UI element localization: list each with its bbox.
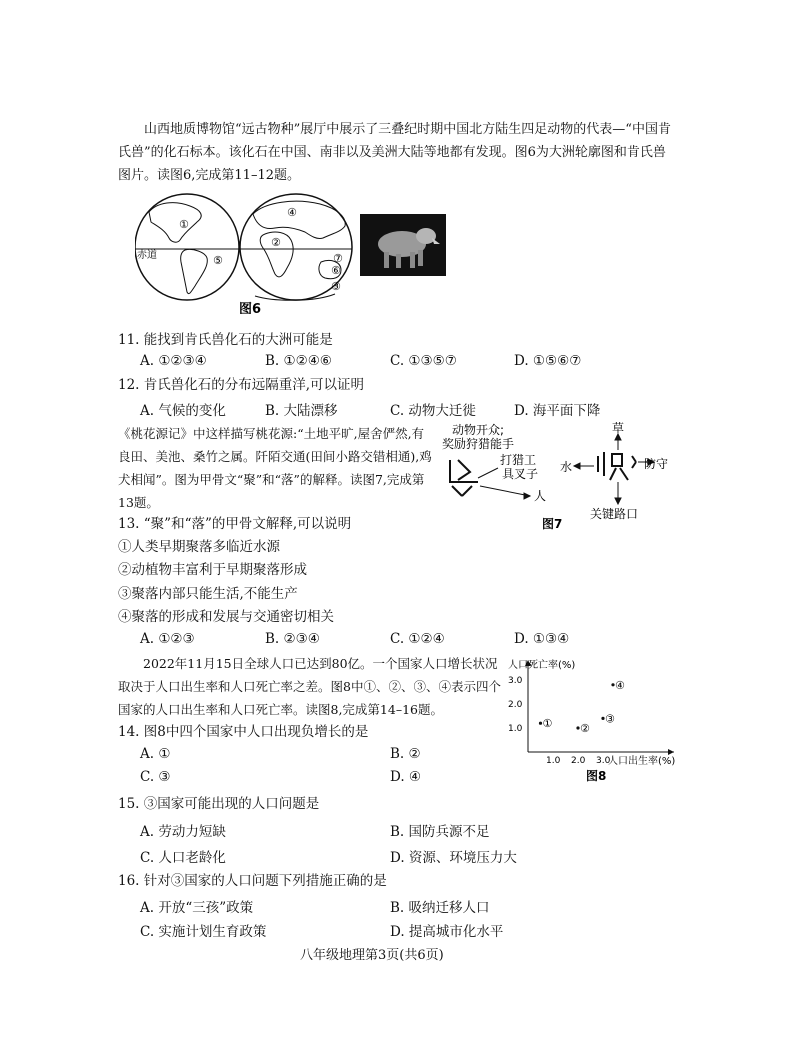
equator-label: 赤道 bbox=[137, 250, 157, 261]
kannemeyeriid-photo bbox=[360, 214, 446, 276]
map-mark-3: ③ bbox=[331, 280, 341, 293]
oracle-ju-glyph bbox=[450, 460, 478, 496]
q16-option-c[interactable]: C. 实施计划生育政策 bbox=[140, 924, 267, 940]
oracle-luo-glyph bbox=[598, 452, 636, 480]
y-tick-label: 1.0 bbox=[508, 724, 523, 734]
q11-option-a[interactable]: A. ①②③④ bbox=[140, 353, 207, 369]
fig7-ju-right: 打猎工 bbox=[500, 453, 537, 467]
q11-option-d[interactable]: D. ①⑤⑥⑦ bbox=[514, 353, 582, 369]
question-13-stem: 13. “聚”和“落”的甲骨文解释,可以说明 bbox=[118, 516, 352, 532]
q11-option-b[interactable]: B. ①②④⑥ bbox=[265, 353, 332, 369]
intro-paragraph-2: 《桃花源记》中这样描写桃花源:“土地平旷,屋舍俨然,有良田、美池、桑竹之属。阡陌交通(田间小路交错相通),鸡犬相闻”。图为甲骨文“聚”和“落”的解释。读图7,完成第13题。 bbox=[118, 426, 432, 510]
x-tick-label: 3.0 bbox=[596, 756, 611, 766]
x-axis-label: 人口出生率(%) bbox=[608, 756, 676, 767]
q12-option-d[interactable]: D. 海平面下降 bbox=[514, 403, 601, 419]
q11-option-c[interactable]: C. ①③⑤⑦ bbox=[390, 353, 457, 369]
question-14-stem: 14. 图8中四个国家中人口出现负增长的是 bbox=[118, 724, 369, 740]
q16-option-a[interactable]: A. 开放“三孩”政策 bbox=[140, 900, 254, 916]
figure-6-label: 图6 bbox=[239, 302, 262, 314]
q16-option-b[interactable]: B. 吸纳迁移人口 bbox=[390, 900, 490, 916]
q13-option-b[interactable]: B. ②③④ bbox=[265, 631, 320, 647]
q16-option-d[interactable]: D. 提高城市化水平 bbox=[390, 924, 504, 940]
intro-paragraph-1: 山西地质博物馆“远古物种”展厅中展示了三叠纪时期中国北方陆生四足动物的代表—“中国肯氏兽”的化石标本。该化石在中国、南非以及美洲大陆等地都有发现。图6为大洲轮廓图和肯氏兽图片。读图6,完成第11–12题。 bbox=[118, 122, 671, 183]
map-mark-7: ⑦ bbox=[333, 252, 343, 265]
q12-option-c[interactable]: C. 动物大迁徙 bbox=[390, 403, 476, 419]
figure-8-chart bbox=[506, 654, 684, 788]
data-point-label: ① bbox=[542, 717, 553, 731]
q15-option-c[interactable]: C. 人口老龄化 bbox=[140, 850, 226, 866]
figure-8-label: 图8 bbox=[586, 769, 607, 783]
map-mark-2: ② bbox=[271, 236, 281, 249]
q13-statement-2: ②动植物丰富利于早期聚落形成 bbox=[118, 562, 307, 578]
figure-7-label: 图7 bbox=[542, 517, 563, 531]
map-mark-1: ① bbox=[179, 218, 189, 231]
y-tick-label: 2.0 bbox=[508, 700, 523, 710]
fig7-luo-top: 草 bbox=[612, 422, 625, 435]
fig7-luo-bottom: 关键路口 bbox=[590, 507, 639, 521]
x-tick-label: 1.0 bbox=[546, 756, 561, 766]
scatter-chart bbox=[506, 654, 684, 788]
q13-option-d[interactable]: D. ①③④ bbox=[514, 631, 570, 647]
page-footer: 八年级地理第3页(共6页) bbox=[300, 948, 444, 963]
data-point-label: ④ bbox=[615, 678, 625, 692]
q15-option-a[interactable]: A. 劳动力短缺 bbox=[140, 824, 226, 840]
fig7-luo-right: 防守 bbox=[644, 457, 669, 471]
q14-option-c[interactable]: C. ③ bbox=[140, 769, 171, 785]
map-mark-6: ⑥ bbox=[331, 264, 341, 277]
question-11-stem: 11. 能找到肯氏兽化石的大洲可能是 bbox=[118, 332, 333, 348]
q13-option-c[interactable]: C. ①②④ bbox=[390, 631, 445, 647]
question-16-stem: 16. 针对③国家的人口问题下列措施正确的是 bbox=[118, 873, 387, 889]
q12-option-a[interactable]: A. 气候的变化 bbox=[140, 403, 226, 419]
figure-7 bbox=[440, 422, 680, 532]
q14-option-d[interactable]: D. ④ bbox=[390, 769, 422, 785]
fig7-ju-right2: 具叉子 bbox=[502, 467, 539, 481]
fig7-ju-top2: 奖励狩猎能手 bbox=[442, 437, 515, 451]
q15-option-d[interactable]: D. 资源、环境压力大 bbox=[390, 850, 517, 866]
fig7-ju-bottom: 人 bbox=[534, 489, 547, 503]
map-mark-5: ⑤ bbox=[213, 254, 223, 267]
q13-statement-3: ③聚落内部只能生活,不能生产 bbox=[118, 586, 298, 602]
fig7-luo-left: 水 bbox=[560, 460, 573, 474]
question-15-stem: 15. ③国家可能出现的人口问题是 bbox=[118, 796, 320, 812]
q14-option-b[interactable]: B. ② bbox=[390, 746, 421, 762]
q14-option-a[interactable]: A. ① bbox=[140, 746, 171, 762]
q13-statement-1: ①人类早期聚落多临近水源 bbox=[118, 539, 280, 555]
q13-option-a[interactable]: A. ①②③ bbox=[140, 631, 195, 647]
fig7-ju-top: 动物开众; bbox=[452, 423, 505, 437]
q13-statement-4: ④聚落的形成和发展与交通密切相关 bbox=[118, 609, 334, 625]
y-axis-label: 人口死亡率(%) bbox=[508, 660, 576, 671]
y-tick-label: 3.0 bbox=[508, 676, 523, 686]
q12-option-b[interactable]: B. 大陆漂移 bbox=[265, 403, 338, 419]
q15-option-b[interactable]: B. 国防兵源不足 bbox=[390, 824, 490, 840]
intro-paragraph-3: 2022年11月15日全球人口已达到80亿。一个国家人口增长状况取决于人口出生率和人口死亡率之差。图8中①、②、③、④表示四个国家的人口出生率和人口死亡率。读图8,完成第14–16题。 bbox=[118, 656, 501, 717]
data-point-label: ② bbox=[580, 722, 590, 735]
map-mark-4: ④ bbox=[287, 206, 297, 219]
x-tick-label: 2.0 bbox=[571, 756, 586, 766]
data-point-label: ③ bbox=[605, 712, 615, 726]
question-12-stem: 12. 肯氏兽化石的分布远隔重洋,可以证明 bbox=[118, 377, 365, 393]
